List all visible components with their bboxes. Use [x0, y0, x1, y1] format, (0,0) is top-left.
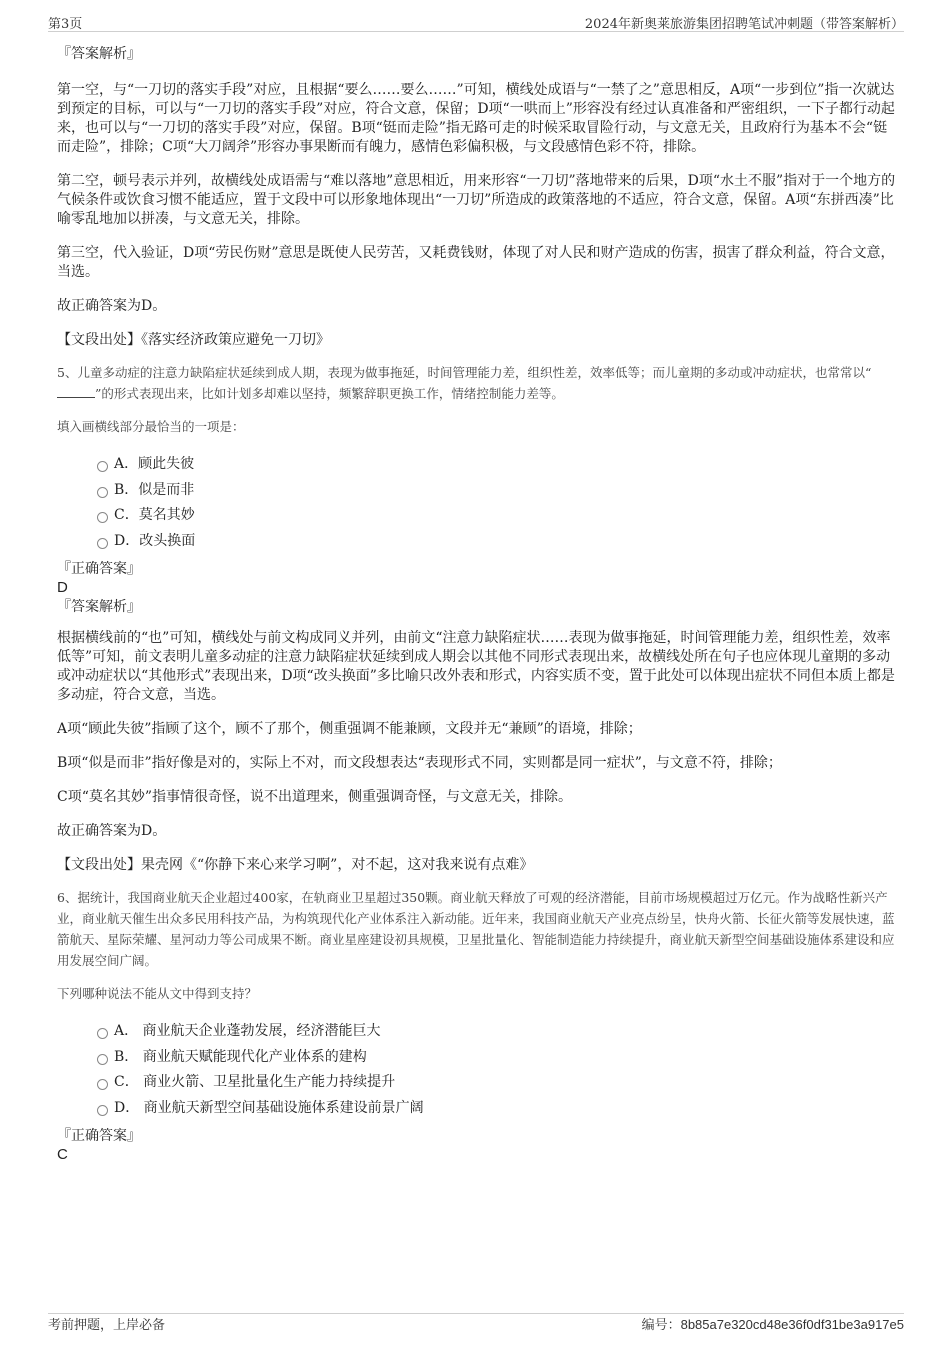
- q5-option-a[interactable]: A．顾此失彼: [57, 452, 897, 478]
- q5-option-c[interactable]: C．莫名其妙: [57, 503, 897, 529]
- q5-conclusion: 故正确答案为D。: [57, 823, 167, 839]
- q5-source: 【文段出处】果壳网《“你静下来心来学习啊”，对不起，这对我来说有点难》: [57, 857, 534, 873]
- q5-analysis-p1: 根据横线前的“也”可知，横线处与前文构成同义并列，由前文“注意力缺陷症状……表现为做事拖延，时间管理能力差，组织性差，效率低等”可知，前文表明儿童多动症的注意力缺陷症状延续到成人期会以其他不同形式表现出来，故横线处所在句子也应体现儿童期的多动或冲动症状以“其他形式”表现出来，D项“改头换面”多比喻只改外表和形式，内容实质不变，置于此处可以体现出症状不同但本质上都是多动症，符合文意，当选。: [57, 630, 895, 703]
- radio-icon[interactable]: [97, 1028, 108, 1039]
- footer-slogan: 考前押题，上岸必备: [48, 1318, 166, 1333]
- q4-analysis-p1: 第一空，与“一刀切的落实手段”对应，且根据“要么……要么……”可知，横线处成语与“一禁了之”意思相反，A项“一步到位”指一次就达到预定的目标，可以与“一刀切的落实手段”对应，符合文意，保留；D项“一哄而上”形容没有经过认真准备和严密组织，一下子都行动起来，也可以与“一刀切的落实手段”对应，保留。B项“铤而走险”指无路可走的时候采取冒险行动，与文意无关，且政府行为基本不会“铤而走险”，排除；C项“大刀阔斧”形容办事果断而有魄力，感情色彩偏积极，与文段感情色彩不符，排除。: [57, 82, 895, 155]
- q4-analysis-p3: 第三空，代入验证，D项“劳民伤财”意思是既使人民劳苦，又耗费钱财，体现了对人民和财产造成的伤害，损害了群众利益，符合文意，当选。: [57, 245, 895, 280]
- q5-options: [57, 452, 897, 554]
- q4-analysis-p2: 第二空，顿号表示并列，故横线处成语需与“难以落地”意思相近，用来形容“一刀切”落地带来的后果，D项“水土不服”指对于一个地方的气候条件或饮食习惯不能适应，置于文段中可以形象地体现出“一刀切”所造成的政策落地的不适应，符合文意，保留。A项“东拼西凑”比喻零乱地加以拼凑，与文意无关，排除。: [57, 173, 896, 227]
- q6-option-a[interactable]: A． 商业航天企业蓬勃发展，经济潜能巨大: [57, 1019, 897, 1045]
- radio-icon[interactable]: [97, 1079, 108, 1090]
- q6-answer-label: 『正确答案』: [57, 1128, 141, 1144]
- q5-analysis-c: C项“莫名其妙”指事情很奇怪，说不出道理来，侧重强调奇怪，与文意无关，排除。: [57, 789, 573, 805]
- q5-stem: 5、儿童多动症的注意力缺陷症状延续到成人期，表现为做事拖延，时间管理能力差，组织性差，效率低等；而儿童期的多动或冲动症状，也常常以“”的形式表现出来，比如计划多却难以坚持，频繁辞职更换工作，情绪控制能力差等。: [57, 365, 872, 401]
- radio-icon[interactable]: [97, 461, 108, 472]
- page-header: [48, 13, 904, 32]
- q6-option-c[interactable]: C． 商业火箭、卫星批量化生产能力持续提升: [57, 1070, 897, 1096]
- q4-analysis-label: 『答案解析』: [57, 46, 141, 62]
- q4-conclusion: 故正确答案为D。: [57, 298, 167, 314]
- radio-icon[interactable]: [97, 487, 108, 498]
- q6-prompt: 下列哪种说法不能从文中得到支持？: [57, 986, 258, 1001]
- q5-analysis-a: A项“顾此失彼”指顾了这个，顾不了那个，侧重强调不能兼顾，文段并无“兼顾”的语境，排除；: [57, 721, 642, 737]
- page-footer: [48, 1313, 904, 1333]
- q4-source: 【文段出处】《落实经济政策应避免一刀切》: [57, 332, 330, 348]
- radio-icon[interactable]: [97, 512, 108, 523]
- q5-option-b[interactable]: B．似是而非: [57, 478, 897, 504]
- radio-icon[interactable]: [97, 1054, 108, 1065]
- q5-analysis-b: B项“似是而非”指好像是对的，实际上不对，而文段想表达“表现形式不同，实则都是同一症状”，与文意不符，排除；: [57, 755, 782, 771]
- q6-option-b[interactable]: B． 商业航天赋能现代化产业体系的建构: [57, 1045, 897, 1071]
- q5-answer-label: 『正确答案』: [57, 561, 141, 577]
- radio-icon[interactable]: [97, 1105, 108, 1116]
- q6-stem: 6、据统计，我国商业航天企业超过400家，在轨商业卫星超过350颗。商业航天释放了可观的经济潜能，目前市场规模超过万亿元。作为战略性新兴产业，商业航天催生出众多民用科技产品，为构筑现代化产业体系注入新动能。近年来，我国商业航天产业亮点纷呈，快舟火箭、长征火箭等发展快速，蓝箭航天、星际荣耀、星河动力等公司成果不断。商业星座建设初具规模，卫星批量化、智能制造能力持续提升，商业航天新型空间基础设施体系建设和应用发展空间广阔。: [57, 890, 895, 968]
- q6-option-d[interactable]: D． 商业航天新型空间基础设施体系建设前景广阔: [57, 1096, 897, 1122]
- q5-analysis-label: 『答案解析』: [57, 599, 141, 615]
- q5-answer: D: [57, 579, 68, 596]
- q6-answer: C: [57, 1146, 68, 1163]
- q5-blank: [57, 387, 95, 398]
- q6-options: [57, 1019, 897, 1121]
- document-id: 编号：8b85a7e320cd48e36f0df31be3a917e5: [641, 1317, 904, 1332]
- q5-option-d[interactable]: D．改头换面: [57, 529, 897, 555]
- page-number: 第3页: [48, 17, 83, 32]
- document-content: [57, 44, 897, 1164]
- radio-icon[interactable]: [97, 538, 108, 549]
- q5-prompt: 填入画横线部分最恰当的一项是：: [57, 419, 245, 434]
- document-title: 2024年新奥莱旅游集团招聘笔试冲刺题（带答案解析）: [584, 17, 904, 32]
